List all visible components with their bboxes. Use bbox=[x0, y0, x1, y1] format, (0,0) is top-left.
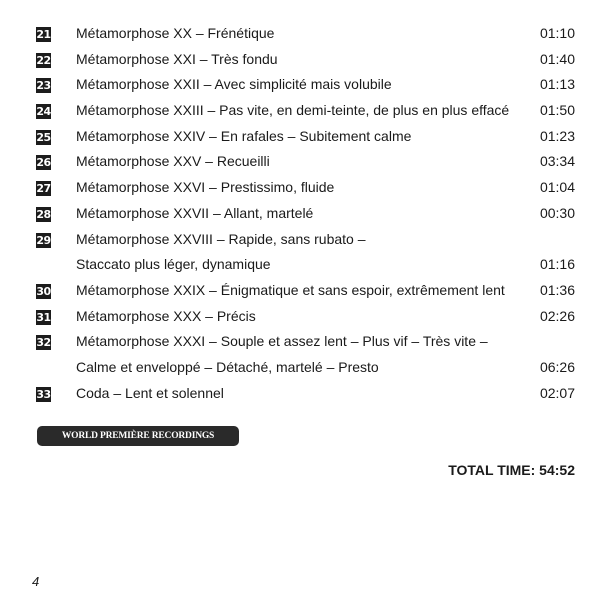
track-duration: 06:26 bbox=[539, 358, 575, 375]
track-title: Métamorphose XXI – Très fondu bbox=[76, 50, 278, 67]
track-number: 29 bbox=[36, 233, 51, 247]
track-number: 22 bbox=[36, 53, 51, 67]
track-number: 31 bbox=[36, 310, 51, 324]
track-row bbox=[36, 47, 581, 73]
track-title: Métamorphose XXVII – Allant, martelé bbox=[76, 204, 314, 221]
track-number: 24 bbox=[36, 105, 51, 119]
track-duration: 02:26 bbox=[539, 307, 575, 324]
page-number: 4 bbox=[32, 574, 40, 589]
track-title: Métamorphose XXIV – En rafales – Subitement calme bbox=[76, 127, 412, 144]
track-number: 21 bbox=[36, 28, 51, 41]
track-duration: 01:23 bbox=[539, 127, 575, 144]
track-title: Métamorphose XXVI – Prestissimo, fluide bbox=[76, 179, 335, 196]
track-title: Métamorphose XXIII – Pas vite, en demi-teinte, de plus en plus effacé bbox=[76, 102, 510, 119]
track-duration: 01:50 bbox=[539, 102, 575, 119]
track-duration: 01:13 bbox=[539, 76, 575, 93]
track-row bbox=[36, 381, 581, 407]
track-title: Métamorphose XXIX – Énigmatique et sans espoir, extrêmement lent bbox=[76, 281, 505, 298]
track-row bbox=[36, 355, 581, 381]
track-number: 26 bbox=[36, 156, 51, 170]
track-title: Coda – Lent et solennel bbox=[76, 384, 224, 401]
track-number: 33 bbox=[36, 387, 51, 401]
track-row bbox=[36, 21, 581, 47]
track-row bbox=[36, 304, 581, 330]
track-title: Calme et enveloppé – Détaché, martelé – Presto bbox=[76, 358, 379, 375]
track-duration: 01:40 bbox=[539, 50, 575, 67]
track-duration: 00:30 bbox=[539, 204, 575, 221]
track-row bbox=[36, 201, 581, 227]
track-duration: 01:16 bbox=[539, 256, 575, 273]
track-row bbox=[36, 252, 581, 278]
track-duration: 01:10 bbox=[539, 25, 575, 41]
track-number: 23 bbox=[36, 79, 51, 93]
track-duration: 01:04 bbox=[539, 179, 575, 196]
track-title: Staccato plus léger, dynamique bbox=[76, 256, 271, 273]
track-row bbox=[36, 98, 581, 124]
track-number: 27 bbox=[36, 182, 51, 196]
track-row bbox=[36, 329, 581, 355]
track-title: Métamorphose XX – Frénétique bbox=[76, 25, 275, 41]
track-row bbox=[36, 278, 581, 304]
track-duration: 03:34 bbox=[539, 153, 575, 170]
track-number: 32 bbox=[36, 336, 51, 350]
track-number: 25 bbox=[36, 130, 51, 144]
track-row bbox=[36, 72, 581, 98]
world-premiere-badge: WORLD PREMIÈRE RECORDINGS bbox=[37, 426, 239, 446]
total-time: TOTAL TIME: 54:52 bbox=[448, 462, 575, 478]
track-title: Métamorphose XXXI – Souple et assez lent – Plus vif – Très vite – bbox=[76, 333, 488, 350]
track-title: Métamorphose XXII – Avec simplicité mais volubile bbox=[76, 76, 392, 93]
track-duration: 01:36 bbox=[539, 281, 575, 298]
track-number: 30 bbox=[36, 284, 51, 298]
track-duration: 02:07 bbox=[539, 384, 575, 401]
track-title: Métamorphose XXV – Recueilli bbox=[76, 153, 270, 170]
track-title: Métamorphose XXVIII – Rapide, sans rubato – bbox=[76, 230, 366, 247]
track-row bbox=[36, 124, 581, 150]
track-row bbox=[36, 227, 581, 253]
track-number: 28 bbox=[36, 207, 51, 221]
track-row bbox=[36, 149, 581, 175]
track-list bbox=[36, 21, 581, 406]
track-title: Métamorphose XXX – Précis bbox=[76, 307, 256, 324]
track-row bbox=[36, 175, 581, 201]
